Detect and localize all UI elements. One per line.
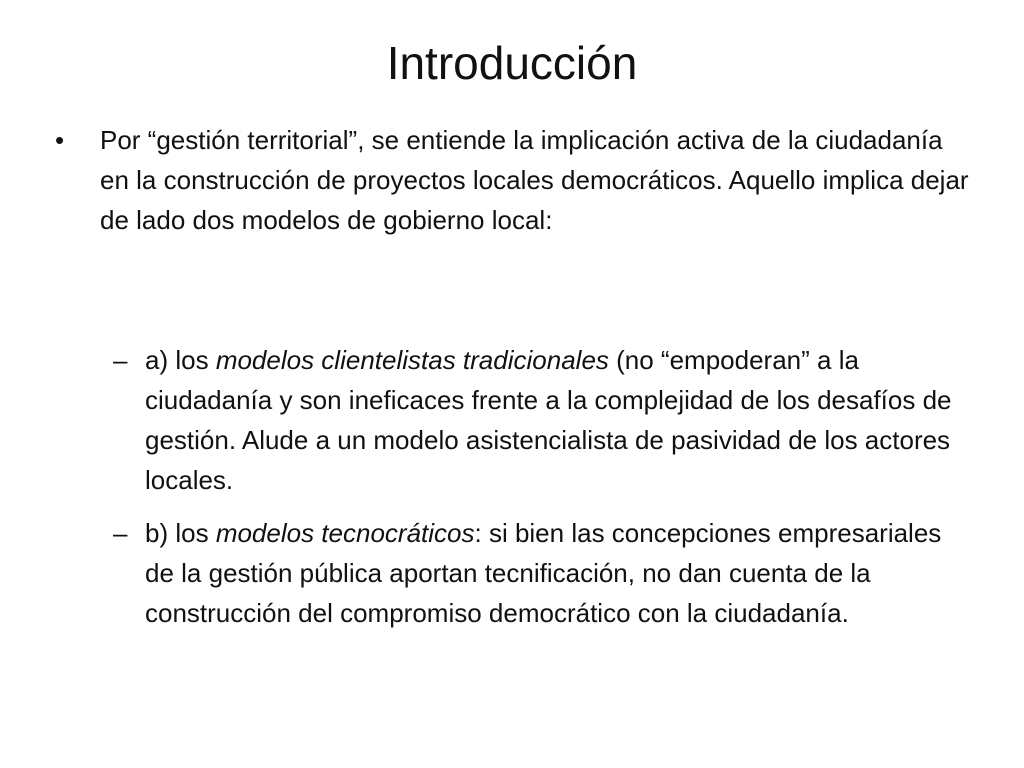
sub-bullet-b <box>113 513 958 633</box>
bullet-marker: • <box>55 125 65 155</box>
sub-bullet-b-rest: : si bien las concepciones empresariales de la gestión pública aportan tecnificación, no dan cuenta de la construcción del compromiso democrático con la ciudadanía. <box>145 518 942 628</box>
sub-bullet-a-rest: (no “empoderan” a la ciudadanía y son ineficaces frente a la complejidad de los desafíos de gestión. Alude a un modelo asistencialista de pasividad de los actores locales. <box>145 345 952 495</box>
sub-bullet-a-text <box>145 340 958 500</box>
sub-bullet-b-text <box>145 513 958 633</box>
sub-bullet-b-emphasis: modelos tecnocráticos <box>215 518 475 548</box>
main-bullet <box>55 120 970 240</box>
dash-marker: – <box>113 345 128 375</box>
sub-bullet-a-prefix: a) los <box>145 345 216 375</box>
sub-bullet-b-prefix: b) los <box>145 518 216 548</box>
sub-bullet-a-emphasis: modelos clientelistas tradicionales <box>215 345 609 375</box>
main-bullet-text: Por “gestión territorial”, se entiende la implicación activa de la ciudadanía en la construcción de proyectos locales democráticos. Aquello implica dejar de lado dos modelos de gobierno local: <box>100 125 969 235</box>
dash-marker: – <box>113 518 128 548</box>
slide-title: Introducción <box>386 37 638 89</box>
sub-bullet-a <box>113 340 958 500</box>
